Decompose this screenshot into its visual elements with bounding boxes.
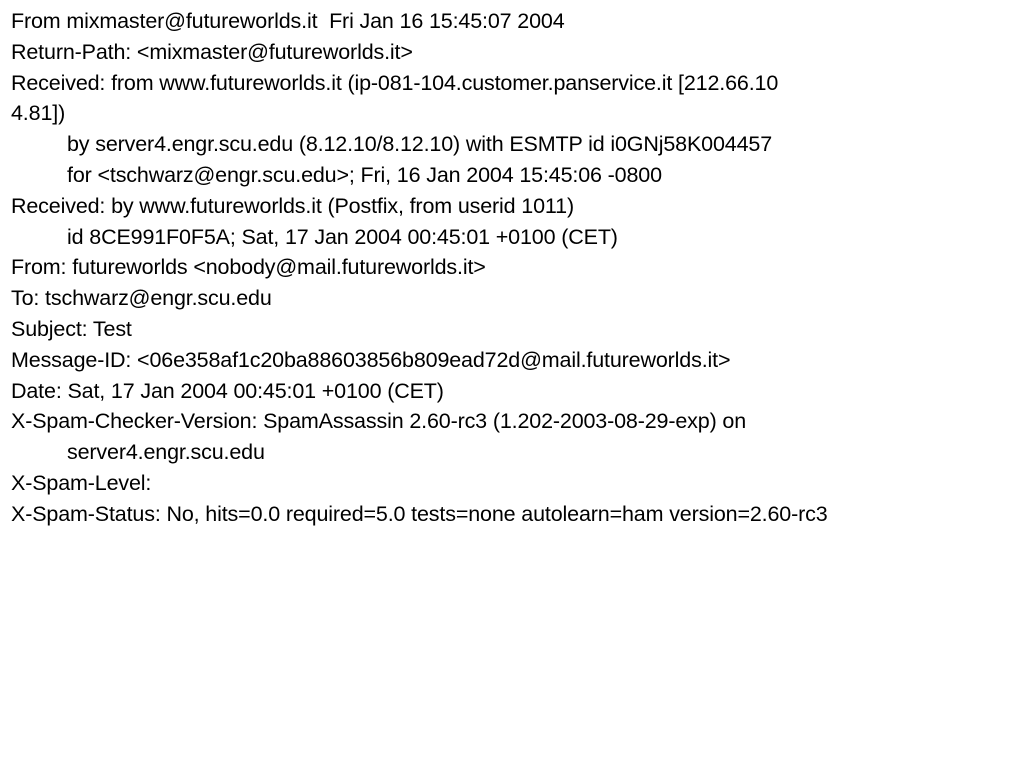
header-line-received-1-by: by server4.engr.scu.edu (8.12.10/8.12.10) with ESMTP id i0GNj58K004457 xyxy=(67,132,772,157)
header-line-received-1-wrap: 4.81]) xyxy=(11,101,66,126)
header-line-from: From: futureworlds <nobody@mail.futureworlds.it> xyxy=(11,255,486,280)
header-line-date: Date: Sat, 17 Jan 2004 00:45:01 +0100 (CET) xyxy=(11,378,444,403)
header-line-message-id: Message-ID: <06e358af1c20ba88603856b809ead72d@mail.futureworlds.it> xyxy=(11,347,731,372)
header-line-subject: Subject: Test xyxy=(11,316,132,341)
email-header-block xyxy=(11,6,1016,530)
header-line-mbox-from: From mixmaster@futureworlds.it Fri Jan 16 15:45:07 2004 xyxy=(11,9,565,33)
header-line-received-2-id: id 8CE991F0F5A; Sat, 17 Jan 2004 00:45:01 +0100 (CET) xyxy=(67,224,618,249)
header-line-spam-status: X-Spam-Status: No, hits=0.0 required=5.0 tests=none autolearn=ham version=2.60-rc3 xyxy=(11,501,828,526)
header-line-spam-level: X-Spam-Level: xyxy=(11,470,152,495)
header-line-spam-checker-host: server4.engr.scu.edu xyxy=(67,440,265,465)
header-line-received-2: Received: by www.futureworlds.it (Postfix, from userid 1011) xyxy=(11,193,574,218)
header-line-received-1: Received: from www.futureworlds.it (ip-081-104.customer.panservice.it [212.66.10 xyxy=(11,70,779,95)
header-line-received-1-for: for <tschwarz@engr.scu.edu>; Fri, 16 Jan 2004 15:45:06 -0800 xyxy=(67,162,662,187)
header-line-spam-checker-version: X-Spam-Checker-Version: SpamAssassin 2.60-rc3 (1.202-2003-08-29-exp) on xyxy=(11,409,747,434)
header-line-return-path: Return-Path: <mixmaster@futureworlds.it> xyxy=(11,39,413,64)
header-line-to: To: tschwarz@engr.scu.edu xyxy=(11,286,272,311)
